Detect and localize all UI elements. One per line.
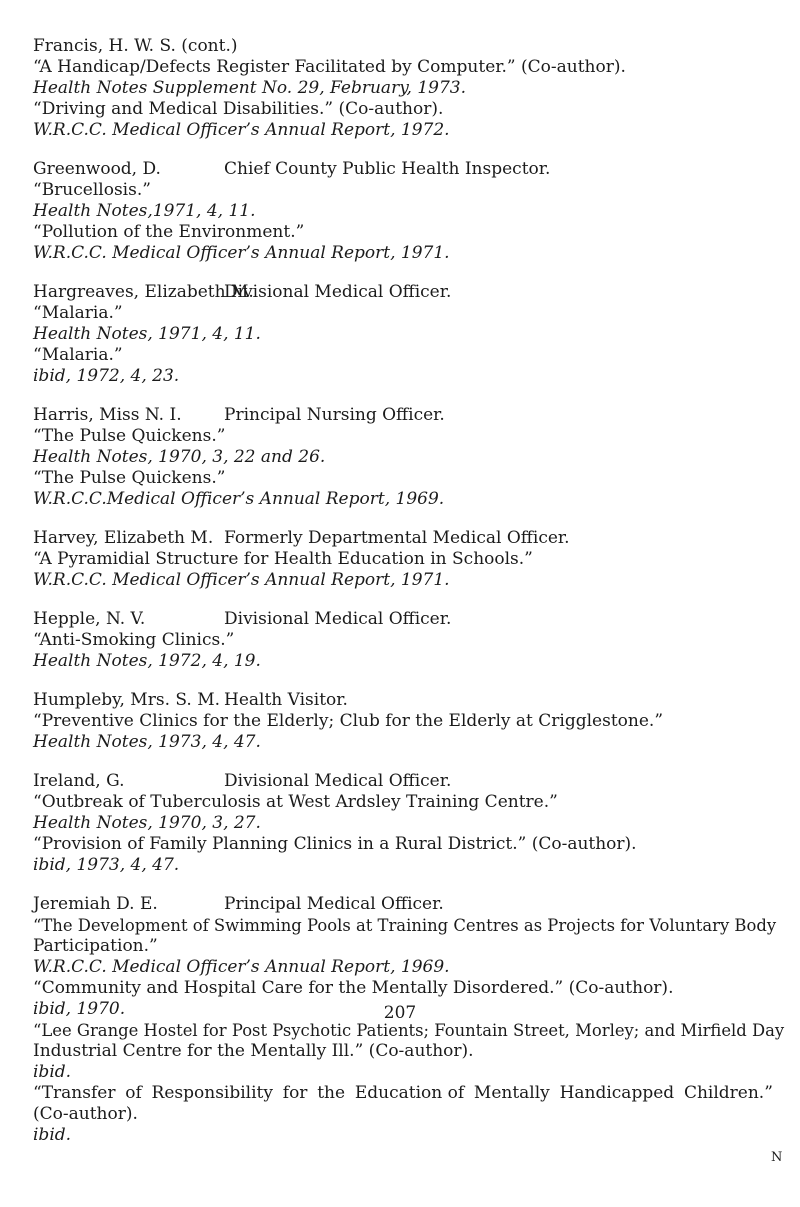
author-heading (33, 690, 773, 711)
signature-mark: N (771, 1150, 783, 1165)
entry-title: “Community and Hospital Care for the Mentally Disordered.” (Co-author). (33, 978, 674, 998)
entry-title: “Preventive Clinics for the Elderly; Club for the Elderly at Crigglestone.” (33, 711, 664, 731)
entry-title-continued: Participation.” (33, 936, 158, 956)
author-role: Principal Medical Officer. (224, 894, 444, 914)
author-name: Ireland, G. (33, 771, 125, 791)
entry-source: ibid, 1973, 4, 47. (33, 855, 180, 875)
word: “Transfer (33, 1083, 116, 1103)
author-name: Humpleby, Mrs. S. M. (33, 690, 221, 710)
word: the (317, 1083, 346, 1103)
word: Handicapped (559, 1083, 675, 1103)
entry-title: “Lee Grange Hostel for Post Psychotic Patients; Fountain Street, Morley; and Mirfield Day (33, 1021, 785, 1040)
word: Education of (354, 1083, 465, 1103)
entry-source: ibid, 1972, 4, 23. (33, 366, 180, 386)
word: of (125, 1083, 142, 1103)
author-heading (33, 609, 773, 630)
author-role: Divisional Medical Officer. (224, 282, 452, 302)
entry-title: “Driving and Medical Disabilities.” (Co-author). (33, 99, 444, 119)
page-number: 207 (383, 1003, 417, 1023)
entry-title: “Malaria.” (33, 345, 123, 365)
entry-title: “The Development of Swimming Pools at Training Centres as Projects for Voluntary Body (33, 916, 777, 935)
entry-source: ibid, 1970. (33, 999, 126, 1019)
entry-title: “A Pyramidial Structure for Health Education in Schools.” (33, 549, 533, 569)
entry-title: “Outbreak of Tuberculosis at West Ardsley Training Centre.” (33, 792, 558, 812)
entry-source: W.R.C.C. Medical Officer’s Annual Report, 1971. (33, 570, 450, 590)
author-role: Health Visitor. (224, 690, 348, 710)
continued-author-heading: Francis, H. W. S. (cont.) (33, 36, 238, 56)
entry-source: Health Notes, 1972, 4, 19. (33, 651, 261, 671)
entry-title: “A Handicap/Defects Register Facilitated by Computer.” (Co-author). (33, 57, 626, 77)
author-heading (33, 282, 773, 303)
author-role: Principal Nursing Officer. (224, 405, 445, 425)
author-heading (33, 894, 773, 915)
entry-source: Health Notes,1971, 4, 11. (33, 201, 256, 221)
entry-title: “Malaria.” (33, 303, 123, 323)
entry-title-justified (33, 1083, 773, 1104)
author-name: Hepple, N. V. (33, 609, 146, 629)
author-role: Divisional Medical Officer. (224, 771, 452, 791)
author-name: Greenwood, D. (33, 159, 161, 179)
author-name: Hargreaves, Elizabeth M. (33, 282, 254, 302)
entry-title: “The Pulse Quickens.” (33, 426, 226, 446)
word: for (282, 1083, 308, 1103)
word: Responsibility (151, 1083, 273, 1103)
bibliography-list (33, 36, 785, 1146)
word: Mentally (473, 1083, 550, 1103)
entry-source: Health Notes, 1973, 4, 47. (33, 732, 261, 752)
author-role: Formerly Departmental Medical Officer. (224, 528, 570, 548)
entry-title: “Brucellosis.” (33, 180, 151, 200)
entry-source: ibid. (33, 1062, 72, 1082)
entry-title-continued: (Co-author). (33, 1104, 138, 1124)
author-role: Divisional Medical Officer. (224, 609, 452, 629)
entry-title: “Provision of Family Planning Clinics in a Rural District.” (Co-author). (33, 834, 637, 854)
author-name: Harvey, Elizabeth M. (33, 528, 214, 548)
author-name: Jeremiah D. E. (33, 894, 158, 914)
entry-source: W.R.C.C. Medical Officer’s Annual Report, 1969. (33, 957, 450, 977)
entry-source: W.R.C.C. Medical Officer’s Annual Report, 1972. (33, 120, 450, 140)
entry-title: “Pollution of the Environment.” (33, 222, 305, 242)
entry-title: “The Pulse Quickens.” (33, 468, 226, 488)
author-name: Harris, Miss N. I. (33, 405, 182, 425)
author-heading (33, 771, 773, 792)
entry-source: ibid. (33, 1125, 72, 1145)
author-heading (33, 528, 773, 549)
author-heading (33, 405, 773, 426)
entry-title-continued: Industrial Centre for the Mentally Ill.” (Co-author). (33, 1041, 474, 1061)
word: Children.” (683, 1083, 773, 1103)
entry-source: Health Notes, 1970, 3, 27. (33, 813, 261, 833)
author-heading (33, 159, 773, 180)
entry-source: Health Notes, 1970, 3, 22 and 26. (33, 447, 326, 467)
entry-source: Health Notes Supplement No. 29, February, 1973. (33, 78, 467, 98)
entry-source: W.R.C.C. Medical Officer’s Annual Report, 1971. (33, 243, 450, 263)
entry-source: Health Notes, 1971, 4, 11. (33, 324, 261, 344)
entry-title: “Anti-Smoking Clinics.” (33, 630, 235, 650)
author-role: Chief County Public Health Inspector. (224, 159, 551, 179)
entry-source: W.R.C.C.Medical Officer’s Annual Report, 1969. (33, 489, 445, 509)
